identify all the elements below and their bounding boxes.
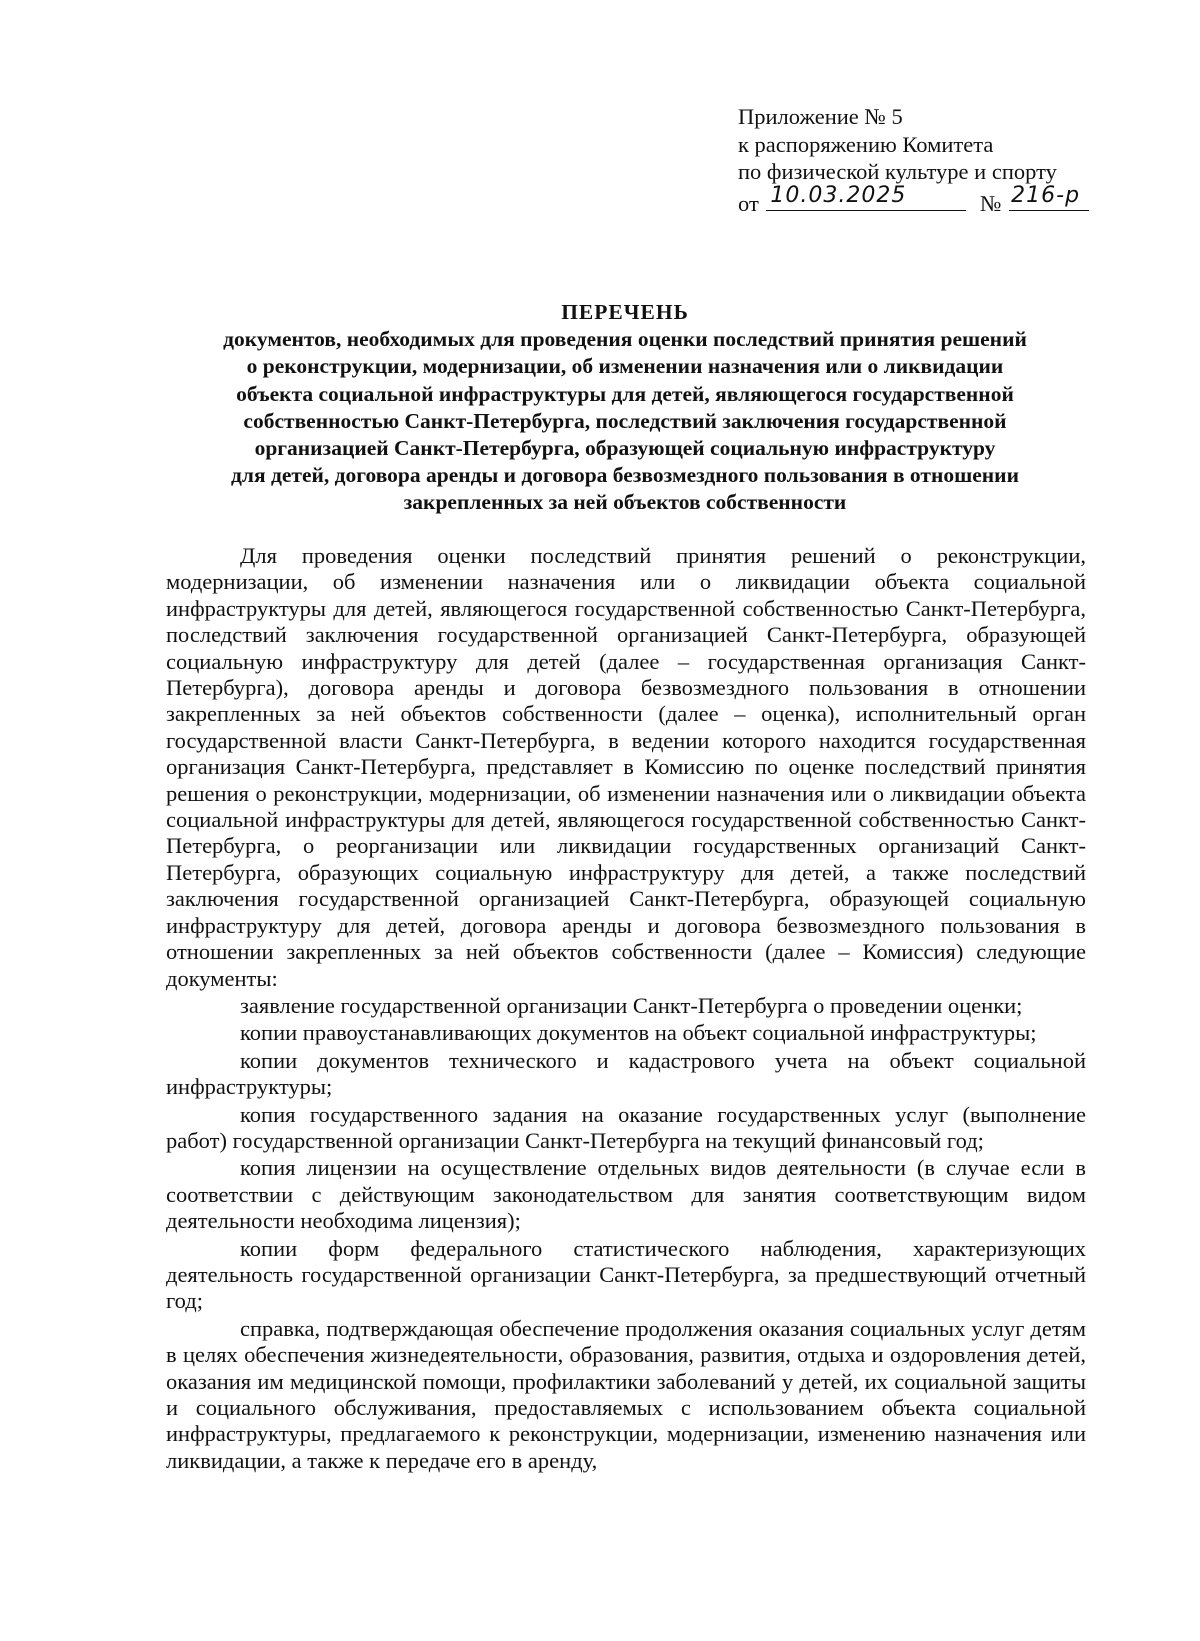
title-line: о реконструкции, модернизации, об изменении назначения или о ликвидации [246, 354, 1004, 379]
date-field [766, 183, 966, 211]
title-line: для детей, договора аренды и договора безвозмездного пользования в отношении [231, 463, 1019, 488]
appendix-header [738, 103, 1138, 217]
appendix-order-ref: к распоряжению Комитета [738, 131, 994, 157]
title-heading: ПЕРЕЧЕНЬ [561, 300, 689, 324]
date-prefix: от [738, 190, 759, 216]
appendix-number: Приложение № 5 [738, 104, 903, 129]
document-title [150, 299, 1100, 517]
list-item: копии форм федерального статистического наблюдения, характеризующих деятельность государственной организации Санкт-Петербурга, за предшествующий отчетный год; [166, 1235, 1086, 1314]
title-line: организацией Санкт-Петербурга, образующей социальную инфраструктуру [254, 436, 996, 461]
number-prefix: № [980, 190, 1002, 216]
intro-paragraph: Для проведения оценки последствий принятия решений о реконструкции, модернизации, об изменении назначения или о ликвидации объекта социальной инфраструктуры для детей, являющегося государственной собственностью Санкт-Петербурга, последствий заключения государственной организацией Санкт-Петербурга, образующей социальную инфраструктуру для детей (далее – государственная организация Санкт-Петербурга), договора аренды и договора безвозмездного пользования в отношении закрепленных за ней объектов собственности (далее – оценка), исполнительный орган государственной власти Санкт-Петербурга, в ведении которого находится государственная организация Санкт-Петербурга, представляет в Комиссию по оценке последствий принятия решения о реконструкции, модернизации, об изменении назначения или о ликвидации объекта социальной инфраструктуры для детей, являющегося государственной собственностью Санкт-Петербурга, о реорганизации или ликвидации государственных организаций Санкт-Петербурга, образующих социальную инфраструктуру для детей, а также последствий заключения государственной организацией Санкт-Петербурга, образующей социальную инфраструктуру для детей, договора аренды и договора безвозмездного пользования в отношении закрепленных за ней объектов собственности (далее – Комиссия) следующие документы: [166, 543, 1086, 991]
title-line: закрепленных за ней объектов собственности [403, 490, 847, 515]
title-line: объекта социальной инфраструктуры для детей, являющегося государственной [236, 381, 1014, 406]
title-line: документов, необходимых для проведения оценки последствий принятия решений [223, 327, 1027, 352]
list-item: копия лицензии на осуществление отдельных видов деятельности (в случае если в соответствии с действующим законодательством для занятия соответствующим видом деятельности необходима лицензия); [166, 1155, 1086, 1234]
list-item: копии документов технического и кадастрового учета на объект социальной инфраструктуры; [166, 1047, 1086, 1100]
list-item: справка, подтверждающая обеспечение продолжения оказания социальных услуг детям в целях обеспечения жизнедеятельности, образования, развития, отдыха и оздоровления детей, оказания им медицинской помощи, профилактики заболеваний у детей, их социальной защиты и социального обслуживания, предоставляемых с использованием объекта социальной инфраструктуры, предлагаемого к реконструкции, модернизации, изменению назначения или ликвидации, а также к передаче его в аренду, [166, 1315, 1086, 1473]
handwritten-number: 216-р [1011, 183, 1081, 208]
list-item: копии правоустанавливающих документов на объект социальной инфраструктуры; [240, 1020, 1037, 1046]
title-line: собственностью Санкт-Петербурга, последствий заключения государственной [243, 408, 1007, 433]
number-field [1009, 183, 1089, 211]
handwritten-date: 10.03.2025 [770, 183, 907, 208]
appendix-date-number-line [738, 183, 1138, 218]
list-item: заявление государственной организации Санкт-Петербурга о проведении оценки; [240, 992, 1023, 1018]
appendix-committee: по физической культуре и спорту [738, 159, 1057, 184]
document-body [166, 543, 1086, 1474]
list-item: копия государственного задания на оказание государственных услуг (выполнение работ) государственной организации Санкт-Петербурга на текущий финансовый год; [166, 1101, 1086, 1153]
